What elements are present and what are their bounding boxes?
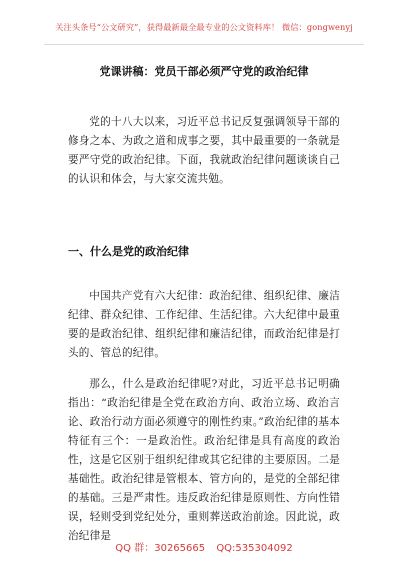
page-header-banner: 关注头条号“公文研究”，获得最新最全最专业的公文资料库！ 微信：gongwenyj xyxy=(55,22,353,32)
document-title: 党课讲稿：党员干部必须严守党的政治纪律 xyxy=(99,65,309,78)
intro-paragraph: 党的十八大以来，习近平总书记反复强调领导干部的修身之本、为政之道和成事之要，其中最重要的一条就是要严守党的政治纪律。下面，我就政治纪律问题谈谈自己的认识和体会，与大家交流共勉。 xyxy=(68,116,340,185)
footer-qq: QQ:535304092 xyxy=(216,543,293,554)
footer-qq-group: QQ 群：30265665 xyxy=(115,543,206,554)
section-heading: 一、什么是党的政治纪律 xyxy=(68,245,189,258)
section-paragraph-1: 中国共产党有六大纪律：政治纪律、组织纪律、廉洁纪律、群众纪律、工作纪律、生活纪律。六大纪律中最重要的是政治纪律、组织纪律和廉洁纪律，而政治纪律是打头的、管总的纪律。 xyxy=(68,290,340,359)
header-divider xyxy=(44,44,364,45)
page-footer xyxy=(0,539,408,554)
section-paragraph-2: 那么，什么是政治纪律呢?对此，习近平总书记明确指出：“政治纪律是全党在政治方向、政治立场、政治言论、政治行动方面必须遵守的刚性约束。”政治纪律的基本特征有三个：一是政治性。政治纪律是具有高度的政治性，这是它区别于组织纪律或其它纪律的主要原因。二是基础性。政治纪律是管根本、管方向的，是党的全部纪律的基础。三是严肃性。违反政治纪律是原则性、方向性错误，轻则受到党纪处分，重则葬送政治前途。因此说，政治纪律是 xyxy=(68,378,340,542)
